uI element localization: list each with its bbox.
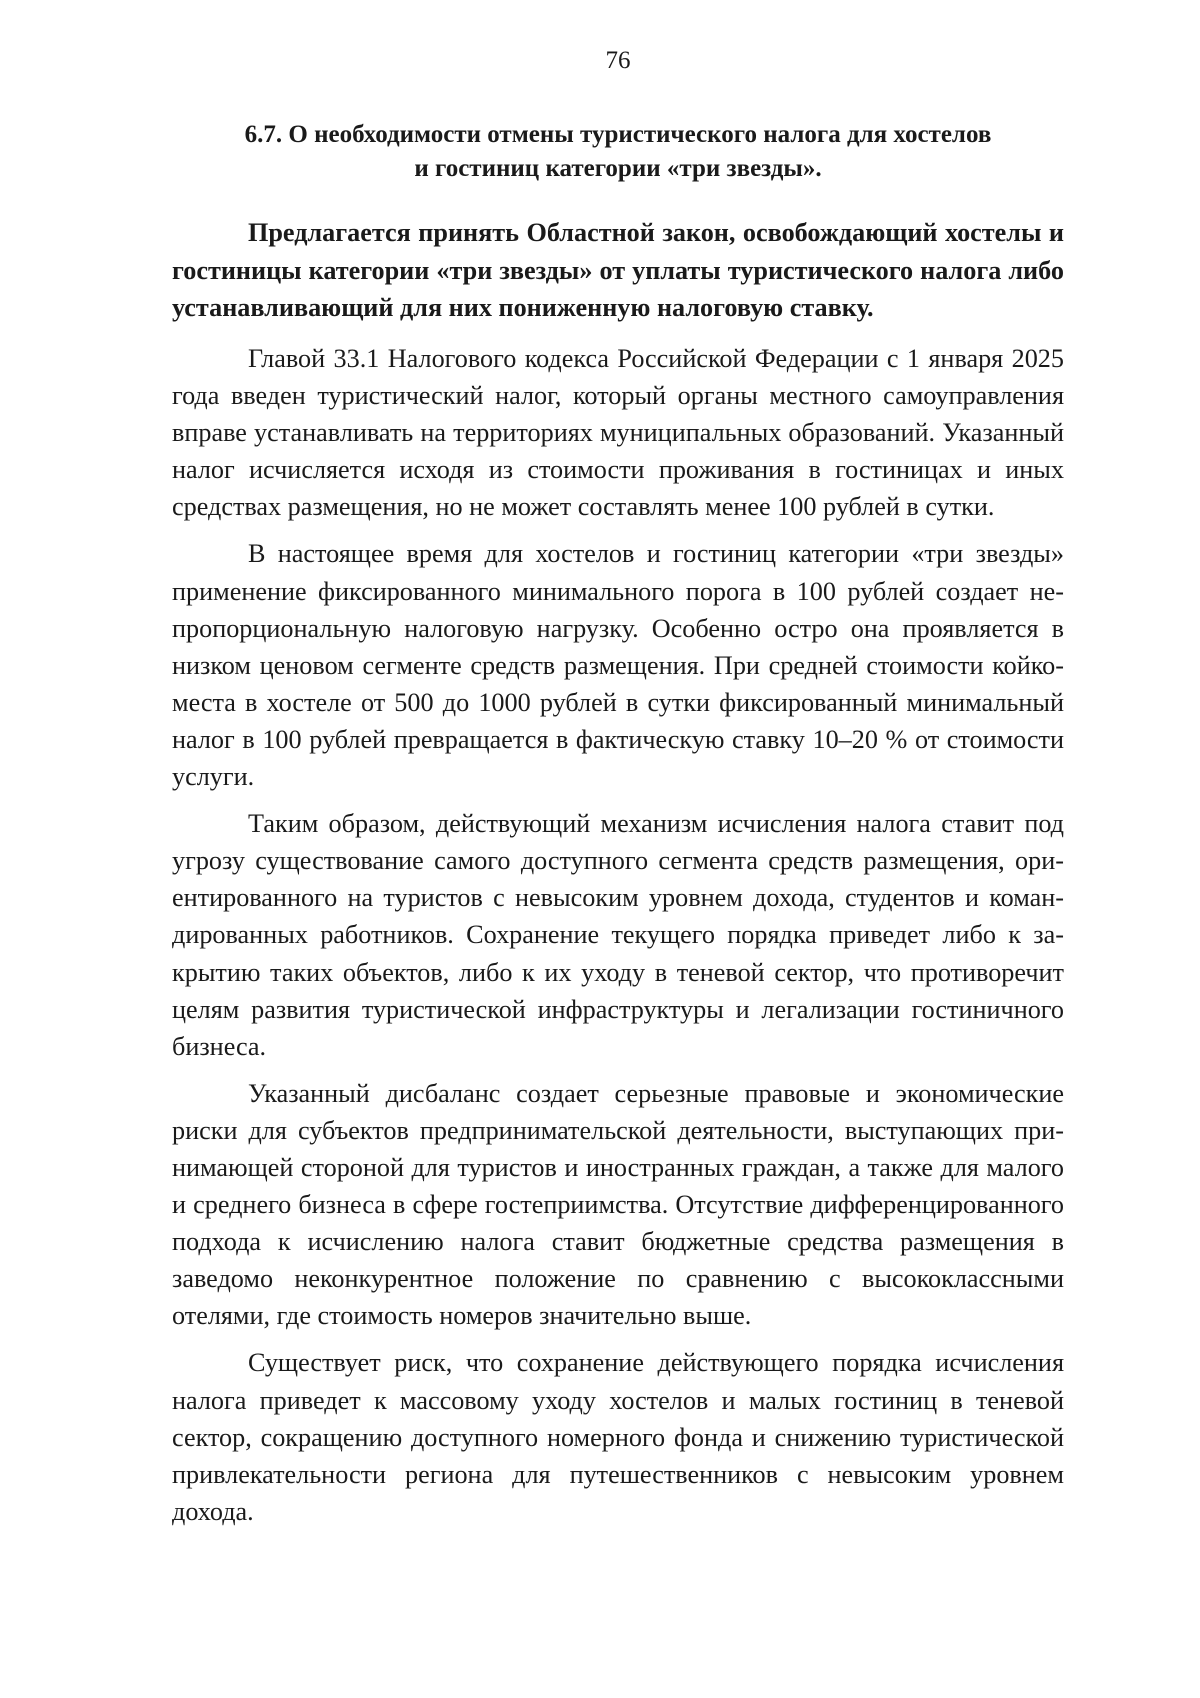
paragraph-legal-economic-risks: Указанный дисбаланс создает серьезные правовые и экономические риски для субъектов предпринимательской деятельности, выступающих принимающей стороной для туристов и иностранных граждан, а также для малого и среднего бизнеса в сфере гостеприимства. Отсутствие дифференцированного подхода к исчислению налога ставит бюджетные средства размещения в заведомо неконкурентное положение по сравнению с высококлассными отелями, где стоимость номеров значительно выше. (172, 1078, 1064, 1331)
paragraph-shadow-sector-risk: Существует риск, что сохранение действующего порядка исчисления налога приведет к массовому уходу хостелов и малых гостиниц в теневой сектор, сокращению доступного номерного фонда и снижению туристической привлекательности региона для путешественников с невысоким уровнем дохода. (172, 1348, 1064, 1526)
page-number: 76 (605, 47, 631, 74)
section-heading-line-2: и гостиниц категории «три звезды». (414, 155, 822, 182)
proposal-paragraph: Предлагается принять Областной закон, освобождающий хостелы и гостиницы категории «три звезды» от уплаты туристического налога либо устанавливающий для них пониженную налоговую ставку. (172, 218, 1064, 322)
document-page (172, 0, 1064, 1698)
body-text (172, 340, 1064, 1540)
section-heading (172, 118, 1064, 186)
paragraph-disproportionate-burden: В настоящее время для хостелов и гостиниц категории «три звезды» применение фиксированного минимального порога в 100 рублей создает непропорциональную налоговую нагрузку. Особенно остро она проявляется в низком ценовом сегменте средств размещения. При средней стоимости койко-места в хостеле от 500 до 1000 рублей в сутки фиксированный минимальный налог в 100 рублей превращается в фактическую ставку 10–20 % от стоимости услуги. (172, 539, 1064, 792)
paragraph-threat-to-segment: Таким образом, действующий механизм исчисления налога ставит под угрозу существование самого доступного сегмента средств размещения, ориентированного на туристов с невысоким уровнем дохода, студентов и командированных работников. Сохранение текущего порядка приведет либо к закрытию таких объектов, либо к их уходу в теневой сектор, что противоречит целям развития туристической инфраструктуры и легализации гостиничного бизнеса. (172, 809, 1064, 1061)
section-heading-line-1: 6.7. О необходимости отмены туристического налога для хостелов (244, 121, 992, 148)
paragraph-tax-introduction: Главой 33.1 Налогового кодекса Российской Федерации с 1 января 2025 года введен туристический налог, который органы местного самоуправления вправе устанавливать на территориях муниципальных образований. Указанный налог исчисляется исходя из стоимости проживания в гостиницах и иных средствах размещения, но не может составлять менее 100 рублей в сутки. (172, 344, 1064, 522)
